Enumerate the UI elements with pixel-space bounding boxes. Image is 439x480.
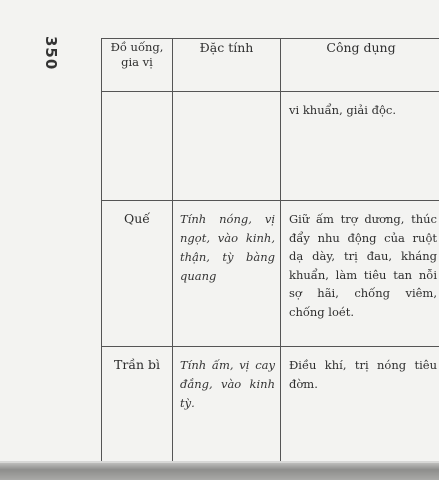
spice-table [101, 38, 439, 469]
row-property: Tính nóng, vị ngọt, vào kinh, thận, tỳ bàng quang [173, 201, 281, 347]
row-property [173, 92, 281, 201]
table-header-row [102, 39, 439, 92]
row-name: Trần bì [102, 347, 173, 469]
row-use: Điều khí, trị nóng tiêu đờm. [281, 347, 439, 469]
header-uses: Công dụng [281, 39, 439, 92]
row-property: Tính ấm, vị cay đắng, vào kinh tỳ. [173, 347, 281, 469]
row-use: vi khuẩn, giải độc. [281, 92, 439, 201]
row-name [102, 92, 173, 201]
table-row [102, 201, 439, 347]
row-name: Quế [102, 201, 173, 347]
page-edge-shadow [0, 463, 439, 480]
header-properties: Đặc tính [173, 39, 281, 92]
header-drinks-spices: Đồ uống, gia vị [102, 39, 173, 92]
page-number: 350 [42, 36, 60, 71]
table-row [102, 92, 439, 201]
row-use: Giữ ấm trợ dương, thúc đẩy nhu động của ruột dạ dày, trị đau, kháng khuẩn, làm tiêu tan nỗi sợ hãi, chống viêm, chống loét. [281, 201, 439, 347]
table-row [102, 347, 439, 469]
